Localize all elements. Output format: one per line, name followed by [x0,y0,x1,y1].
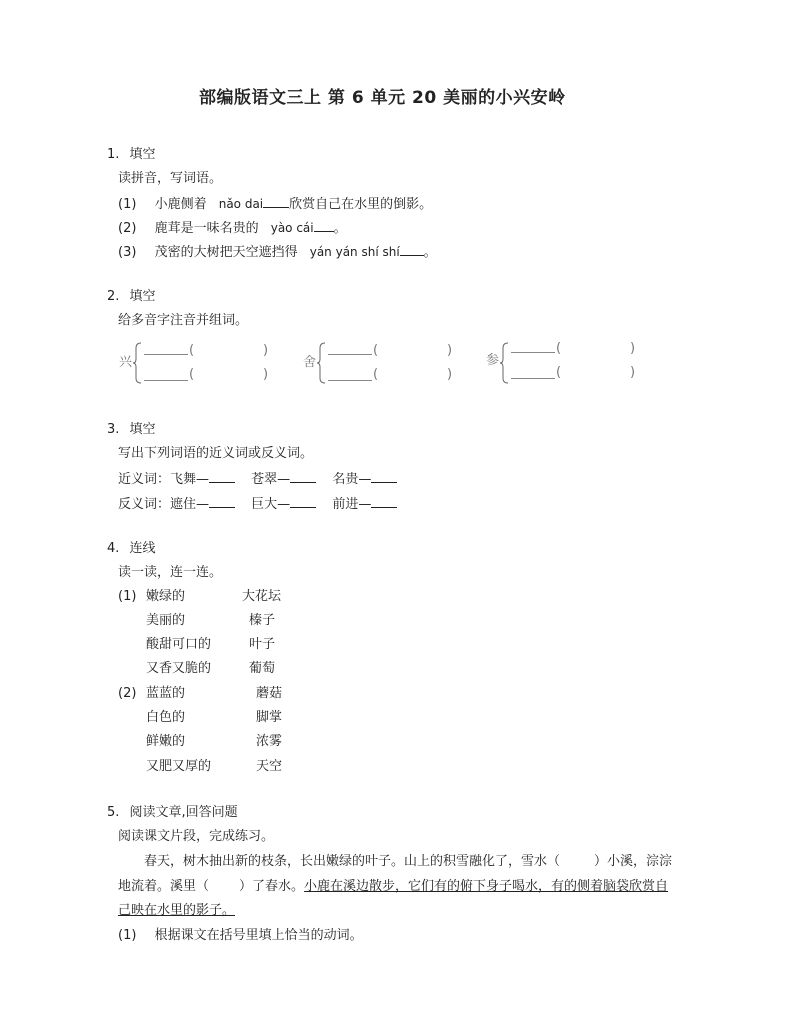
passage-text: ）小溪，淙淙 [594,854,673,869]
paren-open: ( [556,341,562,356]
match-right-item[interactable]: 大花坛 [242,589,282,604]
item-number: (2) [118,221,137,236]
match-right-item[interactable]: 蘑菇 [256,686,283,701]
match-left-item[interactable]: 嫩绿的 [146,589,186,604]
paren-close: ) [263,343,269,358]
q1-item-3 [118,244,437,259]
subquestion-text: 根据课文在括号里填上恰当的动词。 [154,928,363,943]
item-pre: 鹿茸是一味名贵的 [154,221,259,236]
match-left-item[interactable]: 酸甜可口的 [146,637,212,652]
q5-subquestion-1 [118,929,363,942]
antonym-word: 巨大— [251,497,291,512]
blank-line[interactable] [511,352,555,353]
q5-heading [107,806,238,819]
q1-title: 填空 [129,147,156,162]
item-pre: 小鹿侧着 [154,197,207,212]
blank-line[interactable] [328,354,372,355]
synonym-word: 苍翠— [251,472,291,487]
q4-instruction: 读一读，连一连。 [118,565,223,580]
q4-number: 4. [107,541,120,556]
polyphone-char: 兴 [119,355,133,370]
pinyin: yán yán shí shí [309,245,400,259]
answer-blank[interactable] [400,244,424,256]
item-number: (3) [118,245,137,260]
paren-close: ) [263,367,269,382]
q1-item-2 [118,220,347,235]
underlined-sentence: 小鹿在溪边散步，它们有的俯下身子喝水，有的侧着脑袋欣赏自 [304,879,669,894]
match-right-item[interactable]: 脚掌 [256,710,283,725]
paren-open: ( [556,365,562,380]
match-left-item[interactable]: 又肥又厚的 [146,759,212,774]
antonym-label: 反义词： [118,497,171,512]
paren-close: ) [630,365,636,380]
match-right-item[interactable]: 叶子 [249,637,276,652]
match-left-item[interactable]: 鲜嫩的 [146,734,186,749]
passage-line-1 [144,855,672,868]
paren-close: ) [447,367,453,382]
answer-blank[interactable] [314,220,334,232]
passage-line-3: 己映在水里的影子。 [118,903,236,918]
passage-text: ）了春水。 [239,879,305,894]
group-number: (2) [118,686,137,701]
polyphone-group-3 [486,340,646,386]
brace-icon [317,342,327,384]
answer-blank[interactable] [371,471,397,483]
passage-text: 地流着。溪里（ [118,879,210,894]
q2-heading [107,290,156,303]
q2-instruction: 给多音字注音并组词。 [118,313,249,328]
answer-blank[interactable] [263,196,289,208]
q4-heading [107,542,156,555]
answer-blank[interactable] [290,496,316,508]
pinyin: yào cái [270,221,314,235]
brace-icon [500,342,510,384]
antonym-word: 遮住— [170,497,210,512]
q1-heading [107,148,156,161]
answer-blank[interactable] [371,496,397,508]
q5-instruction: 阅读课文片段，完成练习。 [118,829,275,844]
q3-number: 3. [107,422,120,437]
q3-title: 填空 [129,422,156,437]
blank-line[interactable] [144,354,188,355]
answer-blank[interactable] [209,471,235,483]
q5-number: 5. [107,805,120,820]
brace-icon [133,342,143,384]
item-post: 。 [423,245,437,260]
page-title: 部编版语文三上 第 6 单元 20 美丽的小兴安岭 [199,88,566,108]
q1-number: 1. [107,147,120,162]
synonym-word: 名贵— [332,472,372,487]
q3-antonym-row [118,496,397,511]
item-pre: 茂密的大树把天空遮挡得 [154,245,298,260]
q2-number: 2. [107,289,120,304]
antonym-word: 前进— [332,497,372,512]
q2-title: 填空 [129,289,156,304]
paren-open: ( [189,367,195,382]
match-right-item[interactable]: 葡萄 [249,661,276,676]
q1-instruction: 读拼音，写词语。 [118,171,223,186]
q3-instruction: 写出下列词语的近义词或反义词。 [118,446,314,461]
paren-close: ) [630,341,636,356]
subquestion-number: (1) [118,928,137,943]
polyphone-char: 舍 [303,355,317,370]
answer-blank[interactable] [209,496,235,508]
passage-text: 春天，树木抽出新的枝条，长出嫩绿的叶子。山上的积雪融化了，雪水（ [144,854,561,869]
item-post: 。 [333,221,347,236]
synonym-word: 飞舞— [170,472,210,487]
paren-open: ( [373,343,379,358]
paren-close: ) [447,343,453,358]
blank-line[interactable] [511,378,555,379]
match-right-item[interactable]: 天空 [256,759,283,774]
match-left-item[interactable]: 白色的 [146,710,186,725]
blank-line[interactable] [144,380,188,381]
q1-item-1 [118,196,432,211]
match-right-item[interactable]: 榛子 [249,613,276,628]
blank-line[interactable] [328,380,372,381]
q5-title: 阅读文章,回答问题 [129,805,238,820]
paren-open: ( [189,343,195,358]
match-left-item[interactable]: 美丽的 [146,613,186,628]
item-post: 欣赏自己在水里的倒影。 [289,197,433,212]
synonym-label: 近义词： [118,472,171,487]
polyphone-group-2 [303,340,463,386]
polyphone-group-1 [119,340,279,386]
q3-synonym-row [118,471,397,486]
paren-open: ( [373,367,379,382]
pinyin: nǎo dai [218,197,264,211]
q3-heading [107,423,156,436]
answer-blank[interactable] [290,471,316,483]
polyphone-char: 参 [486,353,500,368]
match-right-item[interactable]: 浓雾 [256,734,283,749]
q4-title: 连线 [129,541,156,556]
passage-line-2 [118,880,668,893]
item-number: (1) [118,197,137,212]
match-left-item[interactable]: 蓝蓝的 [146,686,186,701]
group-number: (1) [118,589,137,604]
match-left-item[interactable]: 又香又脆的 [146,661,212,676]
